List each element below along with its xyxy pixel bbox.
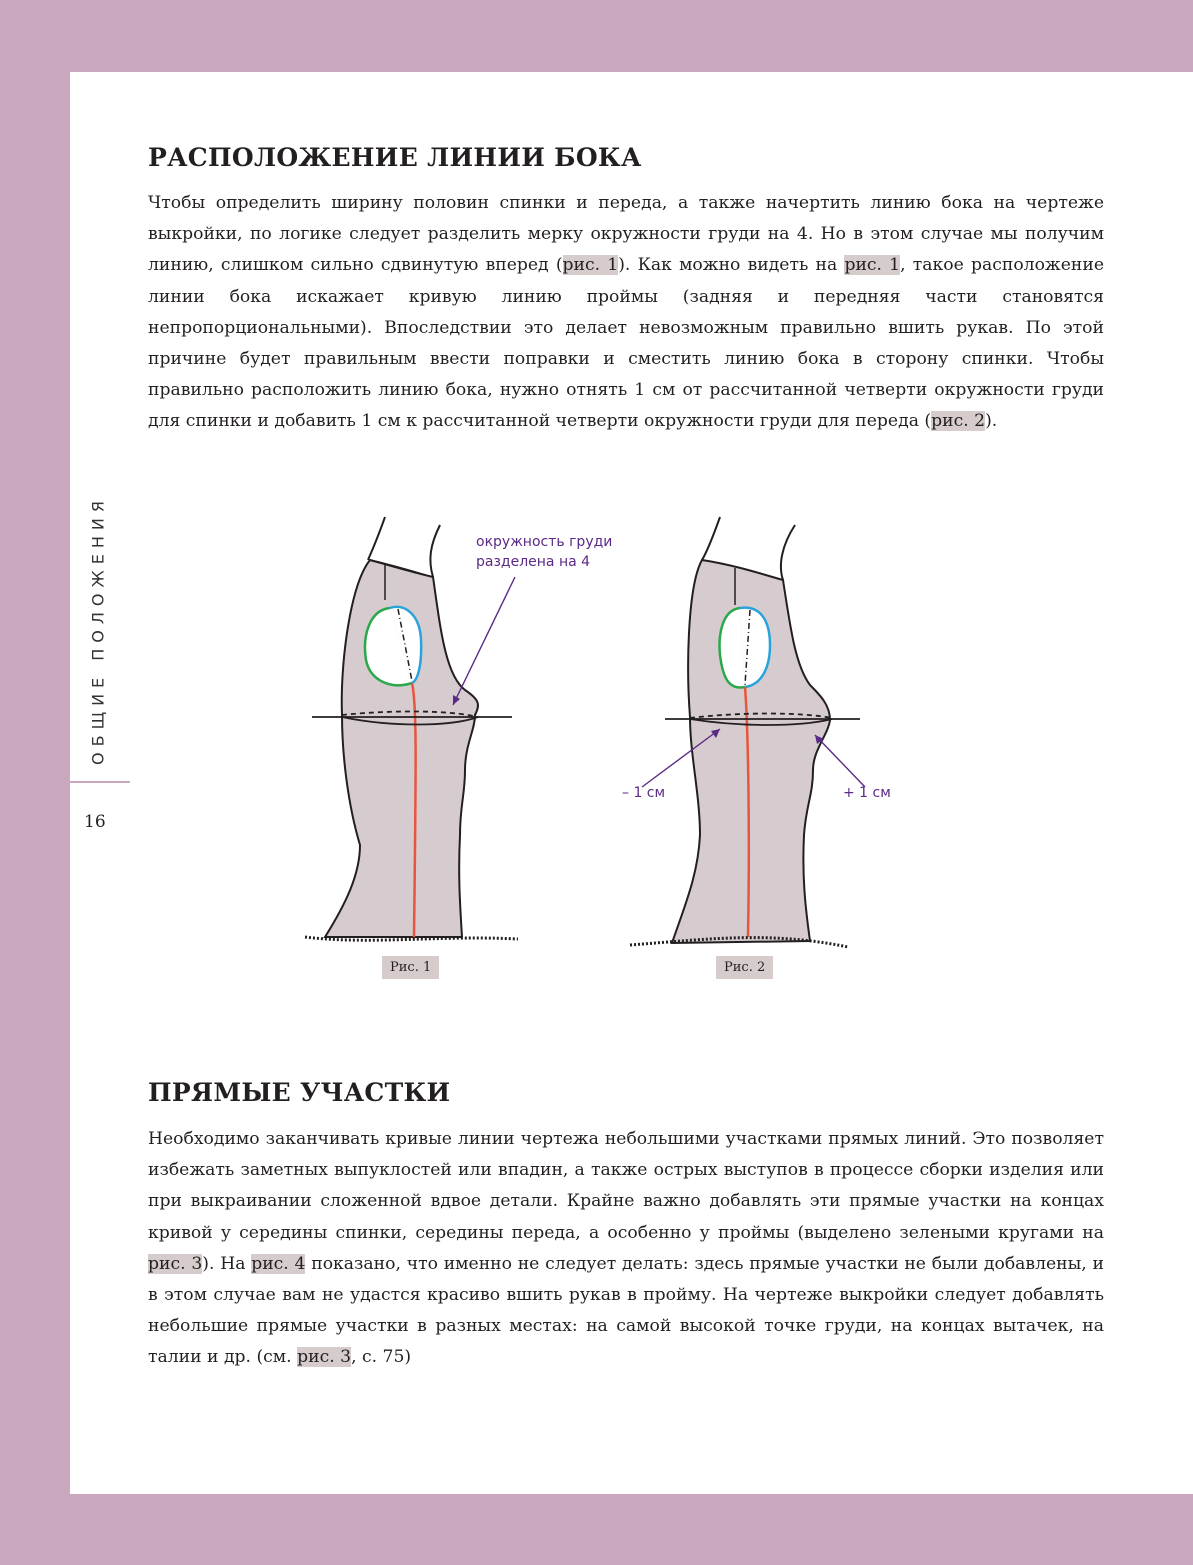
figure-ref[interactable]: рис. 3	[148, 1253, 203, 1274]
text-run: показано, что именно не следует делать: здесь прямые участки не были добавлены, и в этом случае вам не удастся красиво вшить рукав в пройму. На чертеже выкройки следует добавлять небольшие прямые участки в разных местах: на самой высокой точке груди, на концах вытачек, на талии и др. (см.	[148, 1253, 1104, 1368]
fig2-plus-label: + 1 см	[843, 785, 891, 801]
page-number: 16	[84, 812, 106, 832]
figure-ref[interactable]: рис. 4	[251, 1253, 306, 1274]
fig1-annotation-line1: окружность груди	[476, 534, 613, 550]
side-divider	[70, 781, 130, 783]
chapter-side-label-text: ОБЩИЕ ПОЛОЖЕНИЯ	[88, 495, 108, 765]
fig1-annotation-arrow	[453, 577, 515, 705]
figure-1-bodice	[305, 517, 518, 940]
text-run: , такое расположение линии бока искажает кривую линию проймы (задняя и передняя части становятся непропорциональными). Впоследствии это делает невозможным правильно вшить рукав. По этой причине будет правильным ввести поправки и сместить линию бока в сторону спинки. Чтобы правильно расположить линию бока, нужно отнять 1 см от рассчитанной четверти окружности груди для спинки и добавить 1 см к рассчитанной четверти окружности груди для переда (	[148, 255, 1104, 432]
text-run: ). Как можно видеть на	[618, 255, 845, 276]
fig2-arrow-plus	[815, 735, 865, 787]
figure-ref[interactable]: рис. 1	[844, 255, 901, 276]
section-title-straight-parts: ПРЯМЫЕ УЧАСТКИ	[148, 1078, 451, 1107]
fig2-neck-front	[781, 525, 795, 580]
fig1-annotation-line2: разделена на 4	[476, 554, 591, 570]
caption-fig1: Рис. 1	[382, 956, 439, 979]
figure-2-bodice	[630, 517, 865, 947]
text-run: Необходимо заканчивать кривые линии чертежа небольшими участками прямых линий. Это позволяет избежать заметных выпуклостей или впадин, а также острых выступов в процессе сборки изделия или при выкраивании сложенной вдвое детали. Крайне важно добавлять эти прямые участки на концах кривой у середины спинки, середины переда, а особенно у проймы (выделено зелеными кругами на	[148, 1129, 1104, 1243]
fig2-minus-label: – 1 см	[622, 785, 666, 801]
fig2-neck-back	[702, 517, 720, 560]
section2-paragraph	[148, 1124, 1104, 1374]
chapter-side-label	[83, 495, 113, 765]
figure-ref[interactable]: рис. 1	[562, 255, 619, 276]
figures-illustration	[290, 505, 870, 955]
text-run: , с. 75)	[351, 1347, 412, 1368]
fig1-neck-front	[430, 525, 440, 577]
text-run: Чтобы определить ширину половин спинки и переда, а также начертить линию бока на чертеже выкройки, по логике следует разделить мерку окружности груди на 4. Но в этом случае мы получим линию, слишком сильно сдвинутую вперед (	[148, 193, 1104, 276]
section1-paragraph	[148, 188, 1104, 438]
caption-fig2: Рис. 2	[716, 956, 773, 979]
text-run: ).	[985, 411, 998, 432]
fig1-neck-back	[368, 517, 385, 560]
figure-ref[interactable]: рис. 3	[297, 1347, 352, 1368]
text-run: ). На	[202, 1253, 252, 1274]
section-title-side-line: РАСПОЛОЖЕНИЕ ЛИНИИ БОКА	[148, 143, 642, 172]
figure-ref[interactable]: рис. 2	[931, 411, 986, 432]
